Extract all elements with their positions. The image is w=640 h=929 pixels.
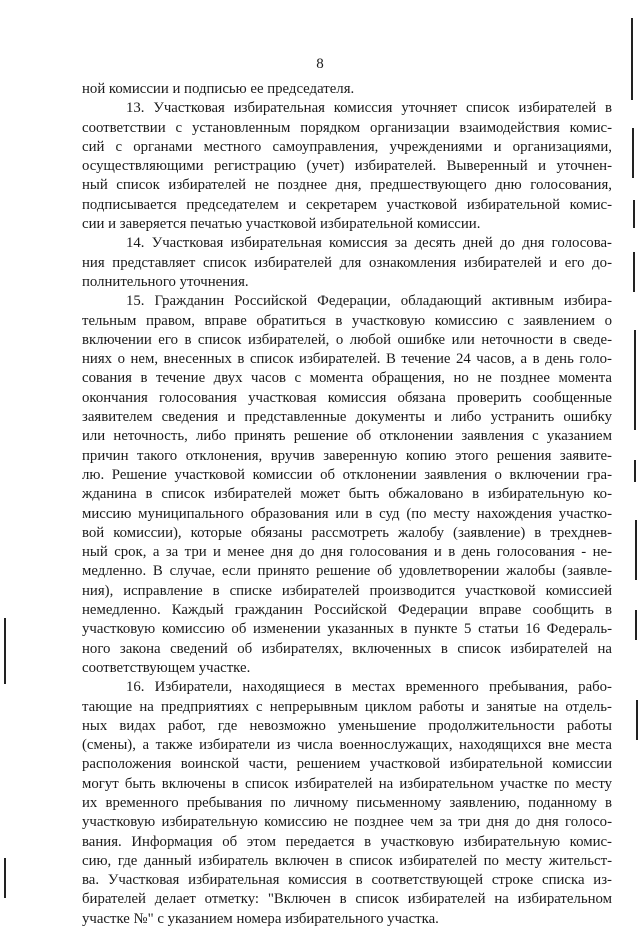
scan-edge-mark [4, 618, 6, 684]
text-line: причин такого отклонения, вручив заверенную копию этого решения заявите- [82, 447, 612, 464]
text-line: 13. Участковая избирательная комиссия уточняет список избирателей в [126, 100, 612, 117]
text-line: сования в течение двух часов с момента обращения, но не позднее момента [82, 370, 612, 387]
text-line: или неточность, либо принять решение об отклонении заявления с указанием [82, 428, 612, 445]
scan-edge-mark [634, 460, 636, 482]
scan-edge-mark [4, 858, 6, 898]
text-line: 14. Участковая избирательная комиссия за десять дней до дня голосова- [126, 235, 612, 252]
scan-edge-mark [633, 252, 635, 292]
text-line: ный срок, а за три и менее дня до дня голосования и в день голосования - не- [82, 544, 612, 561]
text-line: осуществляющими регистрацию (учет) избирателей. Выверенный и уточнен- [82, 158, 612, 175]
scan-edge-mark [633, 200, 635, 228]
text-line: их временного пребывания по личному письменному заявлению, поданному в [82, 794, 612, 811]
text-line: лю. Решение участковой комиссии об отклонении заявления о включении гра- [82, 466, 612, 483]
text-line: участковую избирательную комиссию не позднее чем за три дня до дня голосо- [82, 814, 612, 831]
text-line: участке №" с указанием номера избирательного участка. [82, 910, 439, 927]
text-line: ния), исправление в списке избирателей производится участковой комиссией [82, 582, 612, 599]
text-line: 15. Гражданин Российской Федерации, обладающий активным избира- [126, 293, 612, 310]
text-line: участковую комиссию об изменении указанных в пункте 5 статьи 16 Федераль- [82, 621, 612, 638]
text-line: ния представляет список избирателей для ознакомления избирателей и его до- [82, 254, 612, 271]
text-line: бирателей делает отметку: "Включен в список избирателей на избирательном [82, 891, 612, 908]
text-line: соответствующем участке. [82, 659, 251, 676]
scan-edge-mark [636, 700, 638, 740]
text-line: тающие на предприятиях с непрерывным циклом работы и занятые на отдель- [82, 698, 612, 715]
paragraph-14 [82, 234, 612, 292]
text-line: ного закона сведений об избирателях, включенных в список избирателей на [82, 640, 612, 657]
text-line: заявителем сведения и представленные документы и либо устранить ошибку [82, 409, 612, 426]
scan-edge-mark [632, 128, 634, 178]
text-line: соответствии с установленным порядком организации взаимодействия комис- [82, 119, 612, 136]
text-line: тельным правом, вправе обратиться в участковую комиссию с заявлением о [82, 312, 612, 329]
text-line: ва. Участковая избирательная комиссия в соответствующей строке списка из- [82, 872, 612, 889]
text-line: (смены), а также избиратели из числа военнослужащих, находящихся вне места [82, 737, 612, 754]
page-number: 8 [316, 56, 324, 72]
text-line: ной комиссии и подписью ее председателя. [82, 81, 355, 97]
text-line: миссию муниципального образования или в суд (по месту нахождения участко- [82, 505, 612, 522]
text-line: подписывается председателем и секретарем участковой избирательной комис- [82, 196, 612, 213]
text-line: полнительного уточнения. [82, 273, 249, 290]
text-line: могут быть включены в список избирателей на избирательном участке по месту [82, 775, 612, 792]
scan-edge-mark [634, 330, 636, 430]
text-line: медленно. В случае, если принято решение об удовлетворении жалобы (заявле- [82, 563, 612, 580]
paragraph-13 [82, 99, 612, 234]
text-line: вания. Информация об этом передается в участковую избирательную комис- [82, 833, 612, 850]
text-line: расположения воинской части, решением участковой избирательной комиссии [82, 756, 612, 773]
paragraph-16 [82, 678, 612, 929]
text-line: 16. Избиратели, находящиеся в местах временного пребывания, рабо- [126, 679, 612, 696]
paragraph-continuation [82, 80, 612, 99]
scan-edge-mark [631, 18, 633, 100]
text-line: сии и заверяется печатью участковой избирательной комиссии. [82, 216, 481, 233]
paragraph-15 [82, 292, 612, 678]
text-line: ных видах работ, где невозможно уменьшение продолжительности работы [82, 717, 612, 734]
text-line: ниях о нем, внесенных в список избирателей. В течение 24 часов, а в день голо- [82, 351, 612, 368]
text-line: вой комиссии), которые обязаны рассмотреть жалобу (заявление) в трехднев- [82, 524, 612, 541]
document-body [82, 80, 612, 929]
text-line: немедленно. Каждый гражданин Российской Федерации вправе сообщить в [82, 602, 612, 619]
scan-edge-mark [635, 610, 637, 640]
text-line: сию, где данный избиратель включен в список избирателей по месту жительст- [82, 852, 612, 869]
text-line: сий с органами местного самоуправления, учреждениями и организациями, [82, 138, 612, 155]
text-line: жданина в список избирателей может быть обжаловано в избирательную ко- [82, 486, 612, 503]
text-line: включении его в список избирателей, о любой ошибке или неточности в сведе- [82, 331, 612, 348]
scan-edge-mark [635, 520, 637, 580]
text-line: ный список избирателей не позднее дня, предшествующего дню голосования, [82, 177, 612, 194]
text-line: окончания голосования участковая комиссия обязана проверить сообщенные [82, 389, 612, 406]
